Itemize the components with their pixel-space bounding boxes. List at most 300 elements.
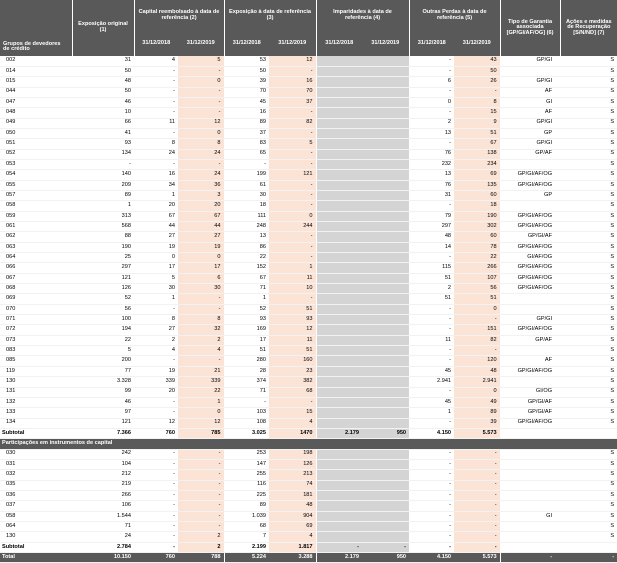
table-cell: 69 <box>269 521 316 531</box>
table-cell: 3.288 <box>269 553 316 563</box>
table-row <box>0 449 617 459</box>
table-cell <box>500 294 560 304</box>
table-cell: 1 <box>409 408 454 418</box>
table-cell: - <box>269 253 316 263</box>
table-row <box>0 242 617 252</box>
table-cell: 2.199 <box>224 542 269 552</box>
table-cell: S <box>560 201 617 211</box>
table-cell: - <box>134 459 178 469</box>
table-row <box>0 77 617 87</box>
table-cell: 242 <box>72 449 134 459</box>
table-cell <box>316 170 362 180</box>
table-cell: 085 <box>0 356 72 366</box>
header-date: 31/12/2019 <box>362 32 409 56</box>
table-cell: - <box>134 542 178 552</box>
table-cell <box>316 470 362 480</box>
table-cell: 190 <box>72 242 134 252</box>
table-cell: 031 <box>0 459 72 469</box>
table-cell: 073 <box>0 335 72 345</box>
table-cell: 2 <box>178 542 224 552</box>
table-cell: GI <box>500 511 560 521</box>
table-cell <box>316 408 362 418</box>
table-cell: 339 <box>178 377 224 387</box>
table-cell: - <box>454 459 500 469</box>
table-cell: - <box>500 553 560 563</box>
table-row <box>0 418 617 428</box>
table-cell: 083 <box>0 346 72 356</box>
table-row <box>0 211 617 221</box>
table-cell: 050 <box>0 128 72 138</box>
table-cell: 068 <box>0 284 72 294</box>
table-cell: - <box>454 480 500 490</box>
header-exposure-original: Exposição original (1) <box>72 0 134 56</box>
table-cell: - <box>409 387 454 397</box>
table-cell: 232 <box>409 159 454 169</box>
table-cell: - <box>72 159 134 169</box>
table-cell: 3.025 <box>224 428 269 438</box>
table-cell: S <box>560 253 617 263</box>
table-cell <box>316 66 362 76</box>
table-cell: 111 <box>224 211 269 221</box>
table-cell: 71 <box>72 521 134 531</box>
table-cell <box>316 284 362 294</box>
table-cell: - <box>134 449 178 459</box>
table-cell: 108 <box>224 418 269 428</box>
table-cell <box>316 87 362 97</box>
table-row <box>0 118 617 128</box>
table-cell <box>362 232 409 242</box>
table-cell <box>362 273 409 283</box>
table-cell: S <box>560 232 617 242</box>
table-cell: 280 <box>224 356 269 366</box>
table-cell: S <box>560 180 617 190</box>
table-cell: 061 <box>0 222 72 232</box>
table-cell: 67 <box>454 139 500 149</box>
table-cell <box>500 201 560 211</box>
table-cell: S <box>560 149 617 159</box>
table-cell: 41 <box>72 128 134 138</box>
table-cell: 83 <box>224 139 269 149</box>
table-cell: 24 <box>178 149 224 159</box>
table-cell <box>362 56 409 66</box>
table-cell <box>500 346 560 356</box>
table-cell: 131 <box>0 387 72 397</box>
table-cell: GP/GI <box>500 118 560 128</box>
table-cell: 1.039 <box>224 511 269 521</box>
table-cell: GP <box>500 190 560 200</box>
table-cell: 199 <box>224 170 269 180</box>
table-cell: 030 <box>0 449 72 459</box>
table-row <box>0 222 617 232</box>
table-cell: GP/AF <box>500 335 560 345</box>
table-cell: 051 <box>0 139 72 149</box>
table-cell <box>500 428 560 438</box>
table-cell: 20 <box>134 201 178 211</box>
table-cell <box>316 490 362 500</box>
table-row <box>0 408 617 418</box>
table-row <box>0 335 617 345</box>
table-cell: S <box>560 346 617 356</box>
table-cell: 16 <box>134 170 178 180</box>
table-cell: - <box>409 108 454 118</box>
table-cell: S <box>560 87 617 97</box>
table-cell: 76 <box>409 180 454 190</box>
table-cell <box>500 304 560 314</box>
table-cell: 56 <box>72 304 134 314</box>
table-cell: 52 <box>224 304 269 314</box>
header-date: 31/12/2019 <box>269 32 316 56</box>
table-cell: 88 <box>72 232 134 242</box>
table-row <box>0 273 617 283</box>
table-cell <box>362 335 409 345</box>
table-cell: - <box>269 397 316 407</box>
table-cell: 5.573 <box>454 553 500 563</box>
table-cell: 93 <box>72 139 134 149</box>
table-cell: - <box>269 294 316 304</box>
table-cell: S <box>560 366 617 376</box>
table-cell: 44 <box>178 222 224 232</box>
table-cell: 20 <box>178 201 224 211</box>
table-cell: 058 <box>0 201 72 211</box>
table-cell: - <box>409 356 454 366</box>
table-cell: 68 <box>224 521 269 531</box>
table-cell <box>316 108 362 118</box>
table-cell: AF <box>500 108 560 118</box>
table-cell: 27 <box>178 232 224 242</box>
table-cell: 48 <box>454 366 500 376</box>
table-cell: 219 <box>72 480 134 490</box>
table-cell: GI <box>500 97 560 107</box>
table-cell <box>316 222 362 232</box>
table-row <box>0 180 617 190</box>
table-cell <box>316 501 362 511</box>
header-recovery: Ações e medidas de Recuperação [S/N/ND] (7) <box>560 0 617 56</box>
table-cell: - <box>409 325 454 335</box>
table-row <box>0 149 617 159</box>
table-cell: 2 <box>134 335 178 345</box>
table-cell <box>362 159 409 169</box>
table-cell: 5 <box>269 139 316 149</box>
table-cell: 121 <box>72 273 134 283</box>
table-cell: 43 <box>454 56 500 66</box>
table-cell: - <box>409 201 454 211</box>
table-cell: S <box>560 108 617 118</box>
table-cell: 97 <box>72 408 134 418</box>
table-cell: - <box>134 532 178 542</box>
header-date: 31/12/2019 <box>454 32 500 56</box>
table-cell: 17 <box>178 263 224 273</box>
table-cell: 266 <box>454 263 500 273</box>
table-cell <box>362 284 409 294</box>
table-cell: - <box>134 128 178 138</box>
table-cell: S <box>560 284 617 294</box>
table-cell: 339 <box>134 377 178 387</box>
table-cell: 21 <box>178 366 224 376</box>
table-cell: 5.224 <box>224 553 269 563</box>
table-cell: 950 <box>362 428 409 438</box>
table-cell: 255 <box>224 470 269 480</box>
table-cell: S <box>560 118 617 128</box>
table-cell: S <box>560 501 617 511</box>
table-cell <box>362 77 409 87</box>
table-cell: S <box>560 459 617 469</box>
table-cell: 1 <box>178 397 224 407</box>
table-cell: 11 <box>409 335 454 345</box>
table-cell: 055 <box>0 180 72 190</box>
table-cell: GP <box>500 128 560 138</box>
table-cell: GP/GI/AF <box>500 408 560 418</box>
table-cell <box>500 449 560 459</box>
table-cell: S <box>560 532 617 542</box>
table-cell: S <box>560 56 617 66</box>
table-cell: 950 <box>362 553 409 563</box>
table-cell: 1 <box>134 294 178 304</box>
section-header-row <box>0 439 617 449</box>
table-cell: - <box>178 97 224 107</box>
table-cell: 152 <box>224 263 269 273</box>
table-cell: 13 <box>224 232 269 242</box>
table-cell: 27 <box>134 232 178 242</box>
table-cell: 047 <box>0 97 72 107</box>
table-cell <box>560 428 617 438</box>
table-cell: 19 <box>134 242 178 252</box>
table-cell: 18 <box>224 201 269 211</box>
table-cell <box>500 66 560 76</box>
table-cell: 8 <box>134 139 178 149</box>
table-cell: - <box>178 490 224 500</box>
table-cell <box>316 149 362 159</box>
table-cell <box>362 418 409 428</box>
table-cell: 5 <box>134 273 178 283</box>
table-cell: - <box>560 553 617 563</box>
table-cell: 5.573 <box>454 428 500 438</box>
table-cell: 4 <box>269 418 316 428</box>
table-cell: 12 <box>269 325 316 335</box>
table-row <box>0 190 617 200</box>
table-cell: 107 <box>454 273 500 283</box>
table-cell: S <box>560 377 617 387</box>
table-cell: 035 <box>0 480 72 490</box>
table-cell <box>316 356 362 366</box>
table-cell: - <box>178 459 224 469</box>
header-capital-repaid: Capital reembolsado à data de referência (2) <box>134 0 224 32</box>
table-cell: 56 <box>454 284 500 294</box>
table-cell: 99 <box>72 387 134 397</box>
table-row <box>0 459 617 469</box>
table-cell: 130 <box>0 532 72 542</box>
table-cell: 4 <box>134 346 178 356</box>
table-cell: - <box>134 77 178 87</box>
table-row <box>0 511 617 521</box>
table-cell <box>316 532 362 542</box>
table-cell: 119 <box>0 366 72 376</box>
table-cell <box>362 480 409 490</box>
table-cell: S <box>560 521 617 531</box>
table-cell: 106 <box>72 501 134 511</box>
table-cell: 93 <box>269 315 316 325</box>
table-cell: 198 <box>269 449 316 459</box>
table-cell: 266 <box>72 490 134 500</box>
table-cell <box>316 459 362 469</box>
table-cell <box>362 366 409 376</box>
table-cell: 77 <box>72 366 134 376</box>
table-cell: GP/GI/AF/OG <box>500 170 560 180</box>
table-cell: 50 <box>72 66 134 76</box>
table-cell: 8 <box>134 315 178 325</box>
table-cell: GP/GI/AF/OG <box>500 180 560 190</box>
table-cell: 057 <box>0 190 72 200</box>
table-cell <box>362 190 409 200</box>
table-cell <box>500 532 560 542</box>
table-cell: 6 <box>178 273 224 283</box>
table-cell <box>316 315 362 325</box>
table-cell: 22 <box>178 387 224 397</box>
table-cell: 2 <box>409 118 454 128</box>
table-cell: 16 <box>224 108 269 118</box>
table-cell: 51 <box>409 273 454 283</box>
table-cell: - <box>409 139 454 149</box>
table-cell <box>362 397 409 407</box>
table-cell: - <box>269 201 316 211</box>
table-cell: 134 <box>72 149 134 159</box>
table-cell: S <box>560 159 617 169</box>
table-cell: 0 <box>269 211 316 221</box>
table-cell <box>316 242 362 252</box>
table-cell: 302 <box>454 222 500 232</box>
table-cell: 138 <box>454 149 500 159</box>
table-cell: - <box>134 66 178 76</box>
table-cell: 253 <box>224 449 269 459</box>
table-cell: 66 <box>72 118 134 128</box>
table-cell <box>316 180 362 190</box>
table-cell: 44 <box>134 222 178 232</box>
table-cell: S <box>560 66 617 76</box>
table-cell: 126 <box>269 459 316 469</box>
table-cell: - <box>269 108 316 118</box>
table-cell <box>316 397 362 407</box>
table-cell: - <box>134 304 178 314</box>
table-cell: - <box>454 346 500 356</box>
table-cell: - <box>454 470 500 480</box>
table-cell: 054 <box>0 170 72 180</box>
table-cell: - <box>316 542 362 552</box>
table-cell: 51 <box>454 128 500 138</box>
table-cell <box>362 294 409 304</box>
table-cell: 190 <box>454 211 500 221</box>
table-cell <box>362 470 409 480</box>
table-cell: 71 <box>224 284 269 294</box>
table-cell: - <box>269 128 316 138</box>
table-cell: 2.179 <box>316 428 362 438</box>
table-cell: 11 <box>269 335 316 345</box>
table-cell: 39 <box>224 77 269 87</box>
table-cell <box>362 139 409 149</box>
table-cell: GP/GI/AF/OG <box>500 263 560 273</box>
table-cell <box>316 201 362 211</box>
table-cell: 213 <box>269 470 316 480</box>
header-date: 31/12/2019 <box>178 32 224 56</box>
table-cell: - <box>409 449 454 459</box>
table-cell: - <box>409 56 454 66</box>
table-cell: 69 <box>454 170 500 180</box>
table-cell <box>316 118 362 128</box>
table-cell <box>316 387 362 397</box>
table-cell: GP/GI <box>500 77 560 87</box>
table-cell <box>500 501 560 511</box>
table-cell: - <box>269 159 316 169</box>
table-cell: 069 <box>0 294 72 304</box>
table-cell: 072 <box>0 325 72 335</box>
table-row <box>0 232 617 242</box>
table-cell <box>316 190 362 200</box>
table-cell: 89 <box>224 501 269 511</box>
table-cell: 904 <box>269 511 316 521</box>
table-cell: 134 <box>0 418 72 428</box>
table-cell <box>316 77 362 87</box>
table-cell: - <box>178 521 224 531</box>
table-cell: - <box>134 356 178 366</box>
table-cell: S <box>560 170 617 180</box>
table-cell: - <box>454 521 500 531</box>
table-cell: 25 <box>72 253 134 263</box>
table-cell: GP/GI/AF <box>500 232 560 242</box>
table-cell: 79 <box>409 211 454 221</box>
table-cell: 71 <box>224 387 269 397</box>
table-cell: 45 <box>409 397 454 407</box>
table-cell: Total <box>0 553 72 563</box>
table-cell: 48 <box>409 232 454 242</box>
table-cell: - <box>362 542 409 552</box>
table-cell: 0 <box>454 304 500 314</box>
table-cell: - <box>269 149 316 159</box>
table-cell: - <box>409 490 454 500</box>
table-row <box>0 128 617 138</box>
table-row <box>0 159 617 169</box>
header-date: 31/12/2018 <box>134 32 178 56</box>
header-date: 31/12/2018 <box>409 32 454 56</box>
table-cell: - <box>269 190 316 200</box>
table-cell: 46 <box>72 97 134 107</box>
table-cell: 0 <box>454 387 500 397</box>
table-cell: 61 <box>224 180 269 190</box>
table-cell: - <box>454 315 500 325</box>
table-cell: - <box>454 449 500 459</box>
table-cell: 071 <box>0 315 72 325</box>
table-cell <box>316 294 362 304</box>
table-row <box>0 108 617 118</box>
table-cell <box>362 128 409 138</box>
header-impairments: Imparidades à data de referência (4) <box>316 0 409 32</box>
table-cell: 15 <box>454 108 500 118</box>
table-cell: 0 <box>178 253 224 263</box>
table-cell: - <box>134 480 178 490</box>
header-exposure-date: Exposição à data de referência (3) <box>224 0 316 32</box>
table-cell: 1.817 <box>269 542 316 552</box>
table-cell: 93 <box>224 315 269 325</box>
table-cell: 135 <box>454 180 500 190</box>
table-cell: 053 <box>0 159 72 169</box>
table-cell <box>316 232 362 242</box>
table-cell <box>362 304 409 314</box>
table-cell: - <box>409 459 454 469</box>
table-cell: 12 <box>269 56 316 66</box>
table-cell: 059 <box>0 211 72 221</box>
table-cell: 4 <box>269 532 316 542</box>
table-cell: 067 <box>0 273 72 283</box>
table-cell: 82 <box>269 118 316 128</box>
table-cell <box>362 490 409 500</box>
table-cell: 50 <box>454 66 500 76</box>
